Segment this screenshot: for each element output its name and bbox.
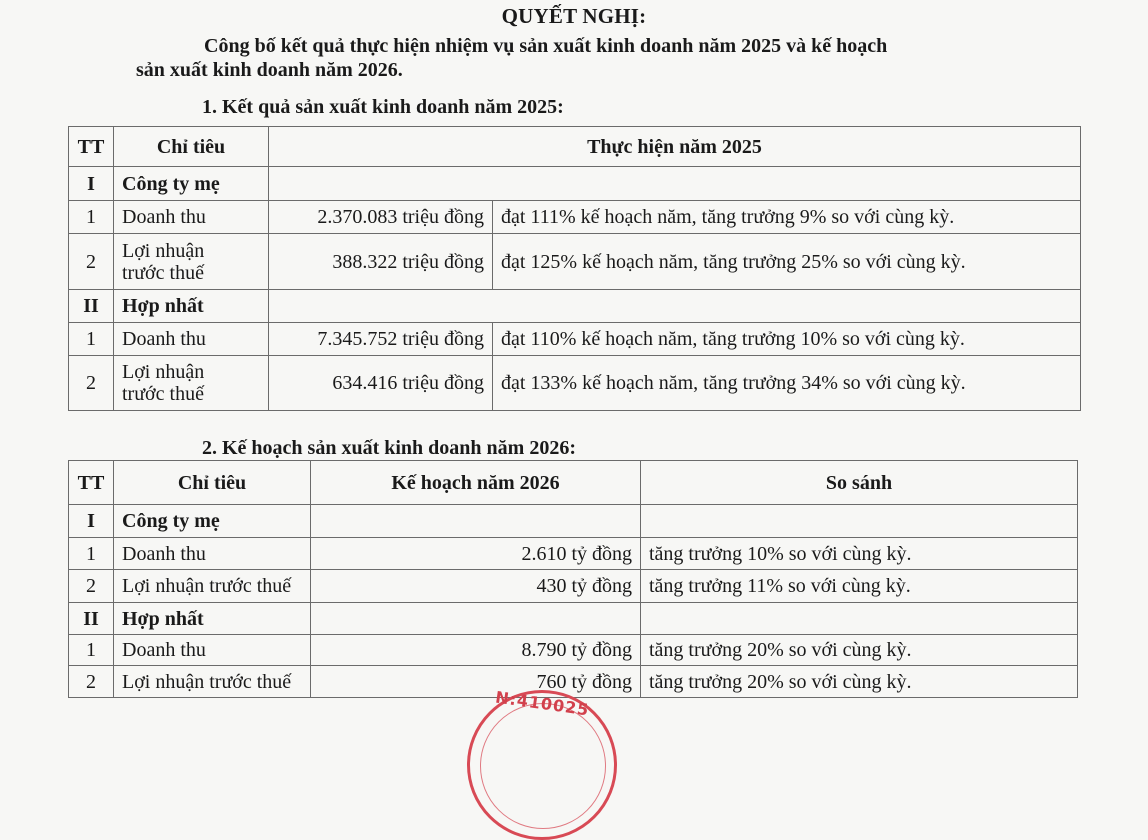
row-tt: 2 (69, 234, 114, 290)
table-row (69, 666, 1078, 698)
row-value: 7.345.752 triệu đồng (269, 323, 493, 356)
header-indicator: Chỉ tiêu (114, 461, 311, 505)
indicator-line-1: Lợi nhuận (122, 361, 205, 383)
row-note: đạt 110% kế hoạch năm, tăng trưởng 10% so với cùng kỳ. (493, 323, 1081, 356)
header-result: Thực hiện năm 2025 (269, 127, 1081, 167)
row-tt: 1 (69, 323, 114, 356)
row-tt: 1 (69, 538, 114, 570)
header-tt: TT (69, 127, 114, 167)
group-name: Công ty mẹ (114, 167, 269, 201)
resolution-title: QUYẾT NGHỊ: (501, 4, 647, 28)
row-compare: tăng trưởng 10% so với cùng kỳ. (641, 538, 1078, 570)
table-header-row (69, 461, 1078, 505)
empty-cell (269, 290, 1081, 323)
group-tt: II (69, 603, 114, 635)
table-row (69, 635, 1078, 666)
row-value: 634.416 triệu đồng (269, 356, 493, 411)
indicator-line-2: trước thuế (122, 261, 204, 284)
seal-inner-ring (480, 703, 606, 829)
intro-line-1: Công bố kết quả thực hiện nhiệm vụ sản xuất kinh doanh năm 2025 và kế hoạch (204, 35, 888, 57)
empty-cell (641, 603, 1078, 635)
row-tt: 1 (69, 635, 114, 666)
row-compare: tăng trưởng 11% so với cùng kỳ. (641, 570, 1078, 603)
row-indicator: Doanh thu (114, 201, 269, 234)
row-compare: tăng trưởng 20% so với cùng kỳ. (641, 666, 1078, 698)
results-2025-table (68, 126, 1081, 411)
row-compare: tăng trưởng 20% so với cùng kỳ. (641, 635, 1078, 666)
empty-cell (311, 603, 641, 635)
row-plan: 2.610 tỷ đồng (311, 538, 641, 570)
group-row (69, 505, 1078, 538)
row-indicator: Doanh thu (114, 538, 311, 570)
row-plan: 8.790 tỷ đồng (311, 635, 641, 666)
table-row (69, 234, 1081, 290)
group-name: Hợp nhất (114, 603, 311, 635)
section1-heading: 1. Kết quả sản xuất kinh doanh năm 2025: (202, 96, 564, 118)
row-tt: 2 (69, 356, 114, 411)
row-note: đạt 111% kế hoạch năm, tăng trưởng 9% so với cùng kỳ. (493, 201, 1081, 234)
indicator-line-2: trước thuế (122, 383, 204, 405)
row-indicator: Lợi nhuận trước thuế (114, 570, 311, 603)
empty-cell (311, 505, 641, 538)
plan-2026-table (68, 460, 1078, 698)
row-indicator: Lợi nhuận trước thuế (114, 666, 311, 698)
table-row (69, 323, 1081, 356)
row-note: đạt 133% kế hoạch năm, tăng trưởng 34% so với cùng kỳ. (493, 356, 1081, 411)
row-value: 2.370.083 triệu đồng (269, 201, 493, 234)
row-indicator: Doanh thu (114, 635, 311, 666)
row-tt: 2 (69, 570, 114, 603)
table-row (69, 201, 1081, 234)
group-tt: I (69, 167, 114, 201)
section2-heading: 2. Kế hoạch sản xuất kinh doanh năm 2026: (202, 437, 576, 459)
header-compare: So sánh (641, 461, 1078, 505)
table-row (69, 538, 1078, 570)
group-tt: I (69, 505, 114, 538)
row-plan: 430 tỷ đồng (311, 570, 641, 603)
indicator-line-1: Lợi nhuận (122, 239, 205, 262)
header-indicator: Chỉ tiêu (114, 127, 269, 167)
empty-cell (269, 167, 1081, 201)
row-indicator (114, 234, 269, 290)
group-name: Hợp nhất (114, 290, 269, 323)
group-row (69, 603, 1078, 635)
table-row (69, 356, 1081, 411)
group-tt: II (69, 290, 114, 323)
header-plan: Kế hoạch năm 2026 (311, 461, 641, 505)
row-tt: 2 (69, 666, 114, 698)
group-row (69, 167, 1081, 201)
seal-text: N:410025 (494, 687, 591, 720)
intro-line-2: sản xuất kinh doanh năm 2026. (136, 59, 403, 81)
empty-cell (641, 505, 1078, 538)
table-row (69, 570, 1078, 603)
row-indicator (114, 356, 269, 411)
table-header-row (69, 127, 1081, 167)
row-value: 388.322 triệu đồng (269, 234, 493, 290)
row-note: đạt 125% kế hoạch năm, tăng trưởng 25% so với cùng kỳ. (493, 234, 1081, 290)
group-row (69, 290, 1081, 323)
header-tt: TT (69, 461, 114, 505)
group-name: Công ty mẹ (114, 505, 311, 538)
row-tt: 1 (69, 201, 114, 234)
row-indicator: Doanh thu (114, 323, 269, 356)
row-plan: 760 tỷ đồng (311, 666, 641, 698)
